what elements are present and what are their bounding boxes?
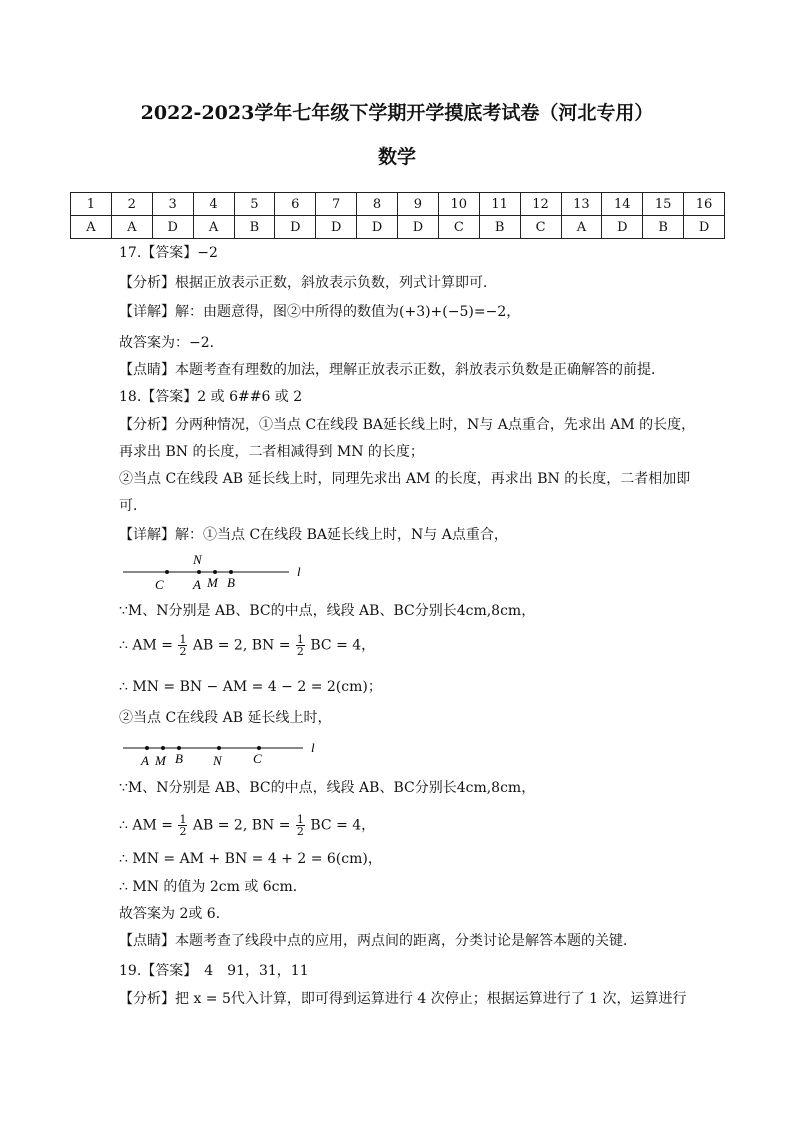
answer-cell: A [561, 216, 602, 239]
point-m [161, 746, 165, 750]
document-title: 2022-2023学年七年级下学期开学摸底考试卷（河北专用） [140, 102, 654, 124]
question-number-cell: 5 [234, 193, 275, 216]
q17-conclusion: 故答案为：−2． [119, 335, 224, 351]
label-c: C [253, 751, 262, 766]
point-a-n [197, 570, 201, 574]
question-number-cell: 13 [561, 193, 602, 216]
fraction-denominator: 2 [296, 645, 304, 658]
q18-mn-values: ∴ MN 的值为 2cm 或 6cm． [119, 879, 307, 895]
q18-am-bn-case2 [119, 814, 375, 837]
question-number-cell: 7 [316, 193, 357, 216]
am-equation-start: ∴ AM = [119, 817, 173, 834]
fraction-one-half [178, 634, 187, 657]
label-l: l [311, 740, 315, 755]
question-number-cell: 16 [684, 193, 725, 216]
label-m: M [155, 753, 166, 768]
label-b: B [227, 575, 235, 590]
fraction-denominator: 2 [179, 825, 187, 838]
q17-answer: 17.【答案】−2 [119, 245, 218, 261]
fraction-denominator: 2 [179, 645, 187, 658]
label-c: C [155, 577, 164, 592]
label-n: N [213, 753, 222, 768]
q18-comment: 【点睛】本题考查了线段中点的应用，两点间的距离，分类讨论是解答本题的关键． [119, 933, 637, 949]
answer-cell: B [643, 216, 684, 239]
point-a [145, 746, 149, 750]
q18-analysis-line3: ②当点 C在线段 AB 延长线上时，同理先求出 AM 的长度，再求出 BN 的长度，二者相加即 [119, 471, 691, 487]
answer-cell: D [398, 216, 439, 239]
q18-case2-intro: ②当点 C在线段 AB 延长线上时， [119, 710, 332, 726]
answer-cell: A [111, 216, 152, 239]
question-number-cell: 3 [152, 193, 193, 216]
am-equation-end: BC = 4， [310, 817, 376, 834]
label-a: A [141, 753, 149, 768]
fraction-numerator: 1 [296, 813, 304, 826]
answer-cell: B [479, 216, 520, 239]
fraction-one-half [296, 814, 305, 837]
point-c [165, 570, 169, 574]
label-a: A [193, 577, 201, 592]
point-c [257, 746, 261, 750]
fraction-numerator: 1 [179, 633, 187, 646]
question-number-cell: 10 [438, 193, 479, 216]
answer-cell: D [316, 216, 357, 239]
answer-table-number-row [71, 193, 725, 216]
question-number-cell: 15 [643, 193, 684, 216]
am-equation-end: BC = 4， [310, 637, 376, 654]
segment-diagram-case1 [119, 550, 319, 594]
fraction-numerator: 1 [296, 633, 304, 646]
answer-cell: D [602, 216, 643, 239]
q18-since-case2: ∵M、N分别是 AB、BC的中点，线段 AB、BC分别长4cm,8cm， [119, 780, 536, 796]
q17-comment: 【点睛】本题考查有理数的加法，理解正放表示正数，斜放表示负数是正确解答的前提． [119, 362, 665, 378]
question-number-cell: 6 [275, 193, 316, 216]
am-equation-start: ∴ AM = [119, 637, 173, 654]
point-b [229, 570, 233, 574]
answer-table-answer-row [71, 216, 725, 239]
q18-mn-case1: ∴ MN = BN − AM = 4 − 2 = 2(cm)； [119, 679, 382, 695]
q18-conclusion: 故答案为 2或 6． [119, 906, 230, 922]
q17-analysis: 【分析】根据正放表示正数，斜放表示负数，列式计算即可． [119, 275, 497, 291]
q18-analysis-line2: 再求出 BN 的长度，二者相减得到 MN 的长度； [119, 444, 424, 460]
question-number-cell: 1 [71, 193, 112, 216]
question-number-cell: 9 [398, 193, 439, 216]
answer-cell: B [234, 216, 275, 239]
q18-mn-case2: ∴ MN = AM + BN = 4 + 2 = 6(cm)， [119, 851, 382, 867]
answer-cell: C [520, 216, 561, 239]
q18-am-bn-case1 [119, 634, 375, 657]
fraction-numerator: 1 [179, 813, 187, 826]
answer-cell: D [357, 216, 398, 239]
q18-analysis-line1: 【分析】分两种情况，①当点 C在线段 BA延长线上时，N与 A点重合，先求出 AM 的长度， [119, 417, 696, 433]
q18-analysis-line4: 可． [119, 498, 147, 514]
question-number-cell: 8 [357, 193, 398, 216]
label-m: M [207, 575, 218, 590]
answer-cell: D [275, 216, 316, 239]
fraction-one-half [296, 634, 305, 657]
answer-table [70, 192, 725, 239]
answer-cell: A [71, 216, 112, 239]
document-subtitle: 数学 [377, 146, 416, 168]
am-equation-middle: AB = 2, BN = [192, 817, 291, 834]
answer-cell: A [193, 216, 234, 239]
point-b [177, 746, 181, 750]
point-n [217, 746, 221, 750]
question-number-cell: 12 [520, 193, 561, 216]
q18-detail-line1: 【详解】解：①当点 C在线段 BA延长线上时，N与 A点重合， [119, 527, 508, 543]
q18-answer: 18.【答案】2 或 6##6 或 2 [119, 389, 303, 405]
q17-detail: 【详解】解：由题意得，图②中所得的数值为(+3)+(−5)=−2， [119, 304, 521, 320]
label-l: l [297, 564, 301, 579]
q19-answer: 19.【答案】 4 91，31，11 [119, 963, 309, 979]
answer-cell: C [438, 216, 479, 239]
fraction-denominator: 2 [296, 825, 304, 838]
label-b: B [175, 751, 183, 766]
fraction-one-half [178, 814, 187, 837]
q18-since-case1: ∵M、N分别是 AB、BC的中点，线段 AB、BC分别长4cm,8cm， [119, 603, 536, 619]
q19-analysis: 【分析】把 x = 5代入计算，即可得到运算进行 4 次停止；根据运算进行了 1 次，运算进行 [119, 991, 687, 1007]
label-n: N [193, 552, 202, 567]
question-number-cell: 14 [602, 193, 643, 216]
answer-cell: D [152, 216, 193, 239]
point-m [213, 570, 217, 574]
question-number-cell: 4 [193, 193, 234, 216]
question-number-cell: 2 [111, 193, 152, 216]
question-number-cell: 11 [479, 193, 520, 216]
am-equation-middle: AB = 2, BN = [192, 637, 291, 654]
answer-cell: D [684, 216, 725, 239]
segment-diagram-case2 [119, 734, 329, 770]
